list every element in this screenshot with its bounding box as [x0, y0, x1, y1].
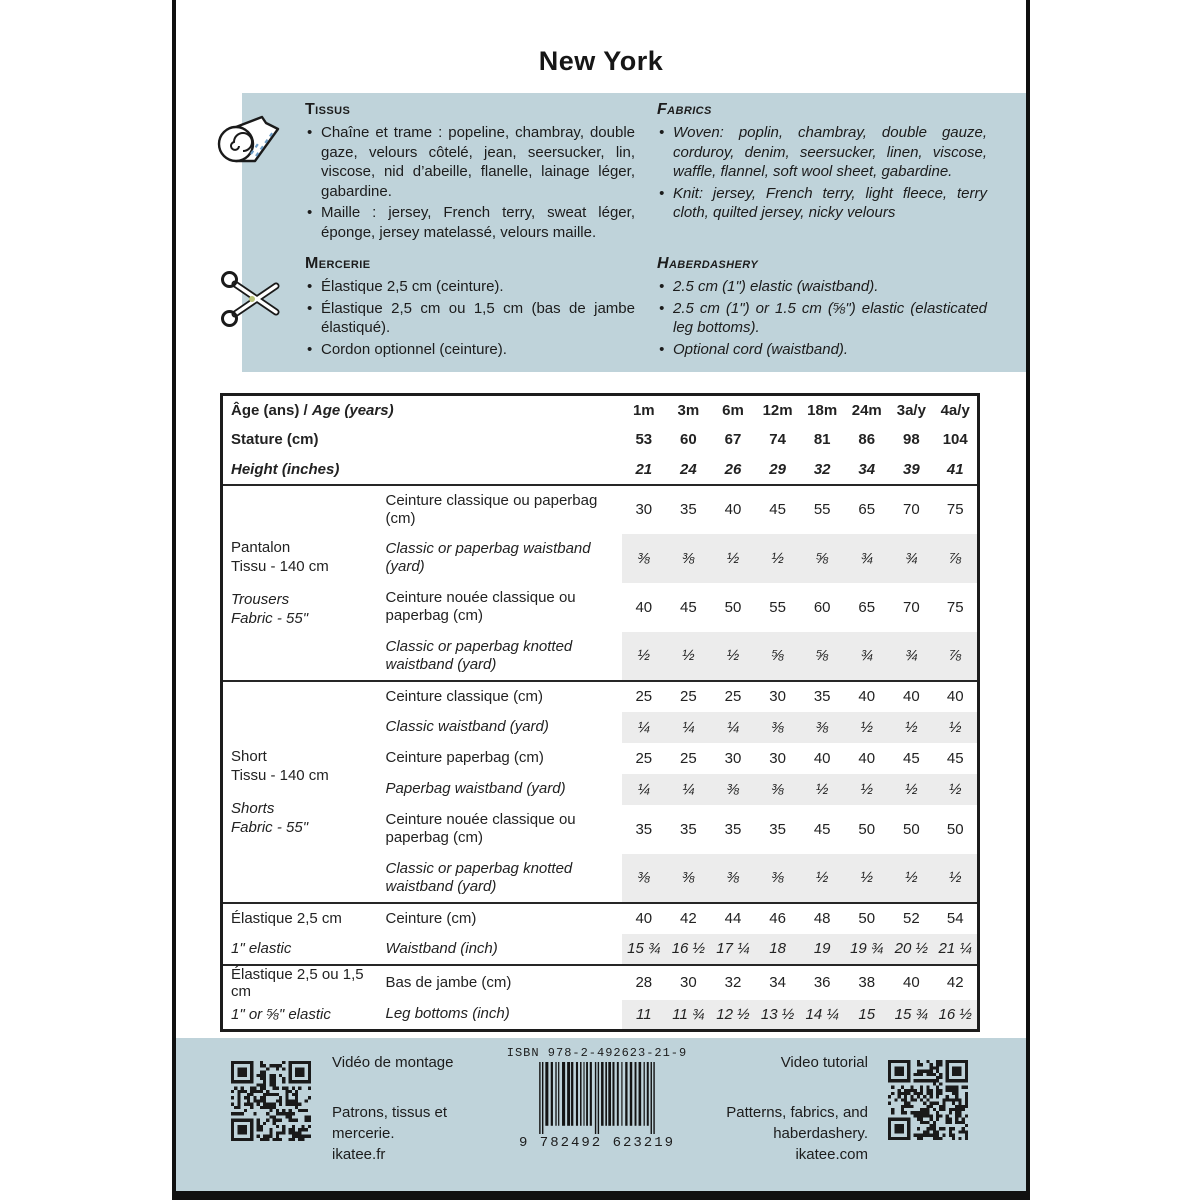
- size-value: ⅝: [755, 632, 800, 681]
- fabrics-heading: Fabrics: [657, 101, 712, 118]
- header-label: [222, 395, 622, 425]
- size-value: 50: [844, 903, 889, 934]
- size-value: 25: [711, 681, 756, 712]
- size-value: 13 ½: [755, 1000, 800, 1031]
- size-value: ¾: [844, 534, 889, 583]
- row-side-label: 1" or ⅝" elastic: [231, 1005, 331, 1023]
- header-value: 18m: [807, 401, 838, 419]
- size-value: 55: [800, 485, 845, 534]
- row-label: Waistband (inch): [385, 939, 498, 957]
- barcode-bars: [537, 1062, 657, 1134]
- row-label: Classic waistband (yard): [385, 718, 549, 735]
- size-value: ½: [889, 712, 934, 743]
- size-value: ½: [844, 774, 889, 805]
- list-item: • 2.5 cm (1") elastic (waistband).: [657, 277, 987, 297]
- header-label-en: Age (years): [311, 401, 394, 419]
- header-value: 4a/y: [940, 401, 970, 419]
- size-value: 25: [635, 749, 653, 767]
- table-row: [222, 1000, 979, 1031]
- header-label-fr: Âge (ans) /: [231, 401, 312, 419]
- mercerie-list: [305, 277, 635, 359]
- site-fr: ikatee.fr: [332, 1146, 386, 1163]
- size-value: ⅞: [934, 534, 979, 583]
- size-value: 35: [680, 820, 697, 838]
- isbn-barcode: [497, 1046, 697, 1151]
- size-value: 14 ¼: [800, 1000, 845, 1031]
- size-value: 75: [946, 598, 964, 616]
- size-value: 70: [889, 485, 934, 534]
- size-value: ⅜: [755, 712, 800, 743]
- size-value: 34: [755, 965, 800, 1000]
- size-value: 45: [946, 749, 964, 767]
- size-value: ½: [800, 854, 845, 903]
- header-value: 74: [769, 431, 786, 448]
- size-value: 15 ¾: [622, 934, 667, 965]
- size-value: 40: [711, 485, 756, 534]
- section-fabrics: [657, 101, 987, 225]
- header-value: 34: [858, 460, 876, 478]
- table-row: [222, 681, 979, 712]
- size-value: 45: [813, 820, 831, 838]
- size-value: ½: [934, 854, 979, 903]
- site-en: ikatee.com: [795, 1146, 868, 1163]
- size-value: 55: [769, 598, 786, 616]
- row-label: Classic or paperbag waistband (yard): [385, 540, 591, 575]
- table-row: [222, 903, 979, 934]
- size-value: 45: [903, 749, 920, 767]
- list-item: • Maille : jersey, French terry, sweat léger, éponge, jersey matelassé, velours maille.: [305, 203, 635, 242]
- header-label-fr: Stature (cm): [231, 431, 319, 448]
- header-value: 3m: [677, 401, 700, 419]
- header-value: 86: [858, 431, 876, 448]
- table-header-row: [222, 425, 979, 455]
- row-side-label: Élastique 2,5 cm: [222, 903, 384, 934]
- size-value: 75: [934, 485, 979, 534]
- bottom-black-bar: [172, 1191, 1030, 1200]
- size-value: 70: [903, 598, 920, 616]
- row-label: Ceinture nouée classique ou paperbag (cm): [385, 589, 576, 624]
- size-value: ½: [889, 854, 934, 903]
- size-value: 15 ¾: [889, 1000, 934, 1031]
- footer-text-fr: [332, 1052, 477, 1165]
- size-value: 19: [800, 934, 845, 965]
- size-value: 12 ½: [711, 1000, 756, 1031]
- size-value: ¾: [889, 534, 934, 583]
- size-value: 40: [622, 903, 667, 934]
- size-value: ½: [844, 854, 889, 903]
- section-haberdashery: [657, 255, 987, 361]
- size-value: 15: [844, 1000, 889, 1031]
- header-value: 60: [680, 431, 697, 448]
- tagline-en: Patterns, fabrics, and haberdashery.: [726, 1104, 868, 1142]
- size-value: 54: [934, 903, 979, 934]
- list-item: • Élastique 2,5 cm (ceinture).: [305, 277, 635, 297]
- tagline-fr: Patrons, tissus et mercerie.: [332, 1104, 448, 1142]
- size-value: ¼: [711, 712, 756, 743]
- row-side-label: 1" elastic: [231, 940, 292, 957]
- row-side-label: Élastique 2,5 ou 1,5 cm: [222, 965, 384, 1000]
- list-item: • Knit: jersey, French terry, light fleece, terry cloth, quilted jersey, nicky velours: [657, 184, 987, 223]
- row-label: Ceinture classique (cm): [384, 681, 622, 712]
- header-value: 81: [813, 431, 831, 448]
- size-value: ½: [934, 712, 979, 743]
- size-value: ½: [934, 774, 979, 805]
- size-value: ⅜: [800, 712, 845, 743]
- size-value: ¼: [622, 712, 667, 743]
- size-value: 60: [813, 598, 831, 616]
- size-value: 36: [800, 965, 845, 1000]
- section-mercerie: [305, 255, 635, 361]
- size-value: 65: [844, 485, 889, 534]
- size-value: ¾: [889, 632, 934, 681]
- size-value: ½: [711, 632, 756, 681]
- size-value: 46: [755, 903, 800, 934]
- header-value: 26: [724, 460, 742, 478]
- footer-band: [176, 1038, 1026, 1191]
- row-label: Ceinture (cm): [384, 903, 622, 934]
- size-value: 40: [934, 681, 979, 712]
- size-value: 19 ¾: [844, 934, 889, 965]
- materials-panel: [242, 93, 1026, 372]
- size-value: ⅜: [666, 854, 711, 903]
- size-value: 65: [858, 598, 876, 616]
- size-value: 35: [769, 820, 786, 838]
- list-item: • Cordon optionnel (ceinture).: [305, 340, 635, 360]
- size-value: 50: [858, 820, 876, 838]
- size-value: 32: [711, 965, 756, 1000]
- size-value: 40: [635, 598, 653, 616]
- size-value: 40: [844, 681, 889, 712]
- size-value: ½: [755, 534, 800, 583]
- row-label: Classic or paperbag knotted waistband (yard): [385, 637, 573, 673]
- size-value: ⅜: [755, 774, 800, 805]
- list-item: • Woven: poplin, chambray, double gauze, corduroy, denim, seersucker, linen, viscose, waffle, flannel, soft wool sheet, gabardine.: [657, 123, 987, 182]
- size-value: 45: [755, 485, 800, 534]
- header-value: 24: [680, 460, 697, 478]
- list-item: • 2.5 cm (1") or 1.5 cm (⅝") elastic (elasticated leg bottoms).: [657, 299, 987, 338]
- header-value: 24m: [851, 401, 882, 419]
- list-item: • Chaîne et trame : popeline, chambray, double gaze, velours côtelé, jean, seersucker, lin, viscose, nid d’abeille, flanelle, lainage léger, gabardine.: [305, 123, 635, 201]
- row-label: Paperbag waistband (yard): [385, 780, 566, 797]
- section-tissus: [305, 101, 635, 244]
- mercerie-heading: Mercerie: [305, 255, 371, 272]
- size-value: 30: [769, 749, 786, 767]
- size-value: ½: [800, 774, 845, 805]
- row-label: Ceinture nouée classique ou paperbag (cm): [385, 811, 576, 846]
- size-value: 30: [724, 749, 742, 767]
- size-value: 25: [680, 749, 697, 767]
- header-value: 53: [635, 431, 653, 448]
- size-value: ⅝: [800, 534, 845, 583]
- size-value: ⅜: [622, 854, 667, 903]
- haberdashery-heading: Haberdashery: [657, 255, 759, 272]
- header-value: 39: [903, 460, 920, 478]
- video-label-fr: Vidéo de montage: [332, 1054, 454, 1071]
- size-value: 40: [889, 965, 934, 1000]
- table-row: [222, 485, 979, 534]
- size-value: 50: [903, 820, 920, 838]
- size-table: [220, 393, 980, 1032]
- size-value: 11: [622, 1000, 667, 1031]
- haberdashery-list: [657, 277, 987, 359]
- header-label: [222, 455, 622, 485]
- table-row: [222, 965, 979, 1000]
- header-value: 104: [942, 431, 968, 448]
- size-value: ¾: [844, 632, 889, 681]
- size-value: 16 ½: [666, 934, 711, 965]
- scissors-icon: [218, 266, 284, 337]
- list-item: • Optional cord (waistband).: [657, 340, 987, 360]
- row-group-label: Short Tissu - 140 cm Shorts Fabric - 55": [222, 681, 384, 903]
- size-value: 30: [622, 485, 667, 534]
- size-value: 17 ¼: [711, 934, 756, 965]
- footer-text-en: [693, 1052, 868, 1165]
- row-label: Classic or paperbag knotted waistband (yard): [385, 859, 573, 895]
- size-value: 21 ¼: [934, 934, 979, 965]
- size-value: 40: [889, 681, 934, 712]
- header-label-en: Height (inches): [231, 460, 340, 478]
- video-label-en: Video tutorial: [780, 1054, 868, 1071]
- isbn-label: ISBN 978-2-492623-21-9: [506, 1046, 688, 1060]
- size-value: ⅜: [666, 534, 711, 583]
- pattern-sheet-back: [172, 0, 1030, 1200]
- size-value: 20 ½: [889, 934, 934, 965]
- header-value: 21: [635, 460, 653, 478]
- row-label: Leg bottoms (inch): [385, 1005, 510, 1023]
- size-value: 11 ¾: [666, 1000, 711, 1031]
- size-value: 25: [622, 681, 667, 712]
- header-value: 41: [946, 460, 964, 478]
- table-header-row: [222, 395, 979, 425]
- size-value: 50: [724, 598, 742, 616]
- size-value: ½: [711, 534, 756, 583]
- size-value: 35: [724, 820, 742, 838]
- size-value: 45: [680, 598, 697, 616]
- size-value: ¼: [622, 774, 667, 805]
- page-title: New York: [538, 46, 664, 76]
- size-value: 35: [666, 485, 711, 534]
- size-value: 38: [844, 965, 889, 1000]
- size-value: ¼: [666, 774, 711, 805]
- size-value: 40: [813, 749, 831, 767]
- size-value: ⅜: [622, 534, 667, 583]
- list-item: • Élastique 2,5 cm ou 1,5 cm (bas de jambe élastiqué).: [305, 299, 635, 338]
- size-value: ½: [889, 774, 934, 805]
- size-value: 16 ½: [934, 1000, 979, 1031]
- table-header-row: [222, 455, 979, 485]
- size-value: 50: [946, 820, 964, 838]
- header-value: 1m: [632, 401, 655, 419]
- size-value: ½: [666, 632, 711, 681]
- size-value: 35: [635, 820, 653, 838]
- row-group-label: Pantalon Tissu - 140 cm Trousers Fabric - 55": [222, 485, 384, 681]
- fabric-roll-icon: [212, 108, 288, 175]
- size-value: 35: [800, 681, 845, 712]
- size-value: ⅜: [755, 854, 800, 903]
- barcode-number: 9 782492 623219: [518, 1135, 676, 1151]
- qr-code-fr: [231, 1061, 311, 1141]
- header-value: 6m: [722, 401, 744, 419]
- size-value: 30: [755, 681, 800, 712]
- table-row: [222, 934, 979, 965]
- tissus-heading: Tissus: [305, 101, 351, 118]
- qr-code-en: [888, 1060, 968, 1140]
- header-value: 12m: [762, 401, 793, 419]
- tissus-list: [305, 123, 635, 242]
- size-value: ⅜: [711, 854, 756, 903]
- size-value: 25: [666, 681, 711, 712]
- header-value: 98: [903, 431, 920, 448]
- size-value: 18: [755, 934, 800, 965]
- size-value: 52: [889, 903, 934, 934]
- size-value: ⅞: [934, 632, 979, 681]
- size-value: 44: [711, 903, 756, 934]
- header-value: 3a/y: [896, 401, 926, 419]
- size-value: 48: [800, 903, 845, 934]
- size-value: 30: [666, 965, 711, 1000]
- size-value: 28: [622, 965, 667, 1000]
- size-value: ½: [844, 712, 889, 743]
- header-value: 29: [769, 460, 786, 478]
- size-value: ⅝: [800, 632, 845, 681]
- size-value: 42: [934, 965, 979, 1000]
- size-value: ½: [622, 632, 667, 681]
- header-label: [222, 425, 622, 455]
- row-label: Bas de jambe (cm): [384, 965, 622, 1000]
- size-value: 42: [666, 903, 711, 934]
- row-label: Ceinture paperbag (cm): [385, 749, 544, 766]
- size-value: 40: [858, 749, 876, 767]
- header-value: 32: [813, 460, 831, 478]
- size-value: ¼: [666, 712, 711, 743]
- header-value: 67: [724, 431, 742, 448]
- fabrics-list: [657, 123, 987, 223]
- row-label: Ceinture classique ou paperbag (cm): [384, 485, 622, 534]
- size-value: ⅜: [711, 774, 756, 805]
